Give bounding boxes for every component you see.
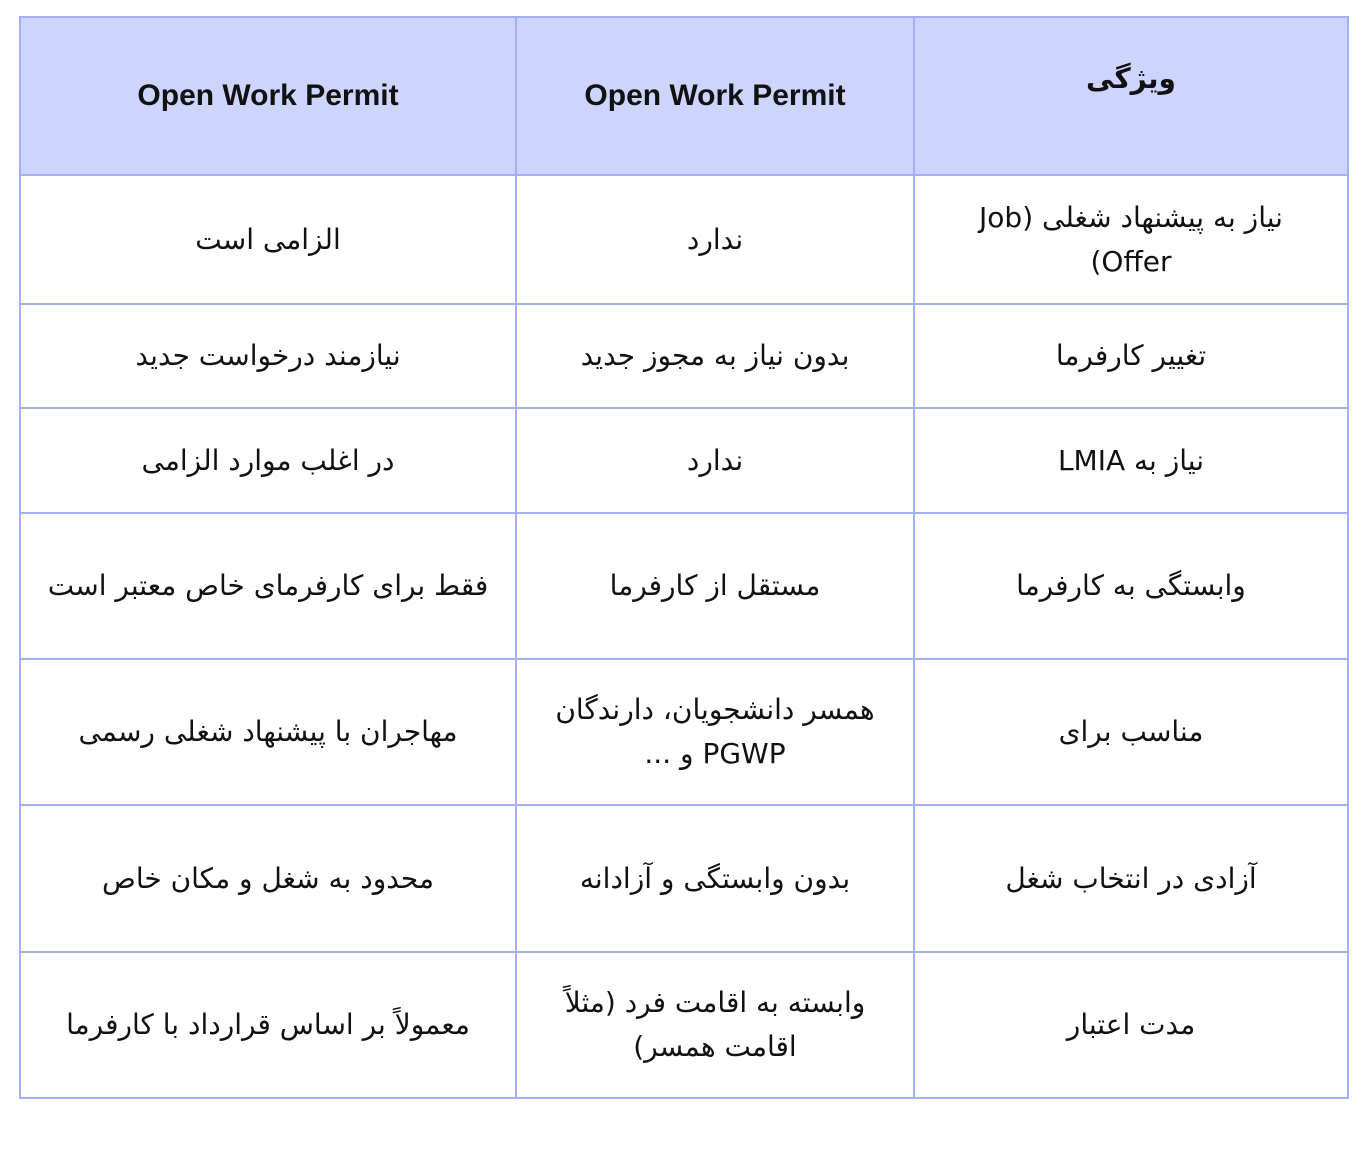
table-row	[20, 175, 1348, 304]
cell-open-permit: همسر دانشجویان، دارندگان PGWP و ...	[516, 659, 914, 805]
cell-other-permit: در اغلب موارد الزامی	[20, 408, 516, 513]
table-row	[20, 304, 1348, 408]
cell-feature: وابستگی به کارفرما	[914, 513, 1348, 659]
cell-open-permit: مستقل از کارفرما	[516, 513, 914, 659]
cell-other-permit: نیازمند درخواست جدید	[20, 304, 516, 408]
cell-open-permit: وابسته به اقامت فرد (مثلاً اقامت همسر)	[516, 952, 914, 1098]
cell-other-permit: مهاجران با پیشنهاد شغلی رسمی	[20, 659, 516, 805]
cell-other-permit: فقط برای کارفرمای خاص معتبر است	[20, 513, 516, 659]
table-row	[20, 952, 1348, 1098]
table-row	[20, 659, 1348, 805]
cell-feature: نیاز به پیشنهاد شغلی (Job Offer)	[914, 175, 1348, 304]
cell-feature: تغییر کارفرما	[914, 304, 1348, 408]
cell-feature: آزادی در انتخاب شغل	[914, 805, 1348, 952]
table-row	[20, 513, 1348, 659]
comparison-table	[19, 16, 1349, 1099]
cell-open-permit: ندارد	[516, 408, 914, 513]
cell-open-permit: بدون نیاز به مجوز جدید	[516, 304, 914, 408]
cell-open-permit: ندارد	[516, 175, 914, 304]
cell-feature: مدت اعتبار	[914, 952, 1348, 1098]
header-open-permit: Open Work Permit	[516, 17, 914, 175]
cell-other-permit: معمولاً بر اساس قرارداد با کارفرما	[20, 952, 516, 1098]
table-row	[20, 408, 1348, 513]
comparison-table-container	[19, 16, 1347, 1099]
cell-other-permit: الزامی است	[20, 175, 516, 304]
cell-feature: نیاز به LMIA	[914, 408, 1348, 513]
table-row	[20, 805, 1348, 952]
header-other-permit: Open Work Permit	[20, 17, 516, 175]
header-feature: ویژگی	[914, 17, 1348, 175]
cell-other-permit: محدود به شغل و مکان خاص	[20, 805, 516, 952]
header-row	[20, 17, 1348, 175]
cell-open-permit: بدون وابستگی و آزادانه	[516, 805, 914, 952]
cell-feature: مناسب برای	[914, 659, 1348, 805]
